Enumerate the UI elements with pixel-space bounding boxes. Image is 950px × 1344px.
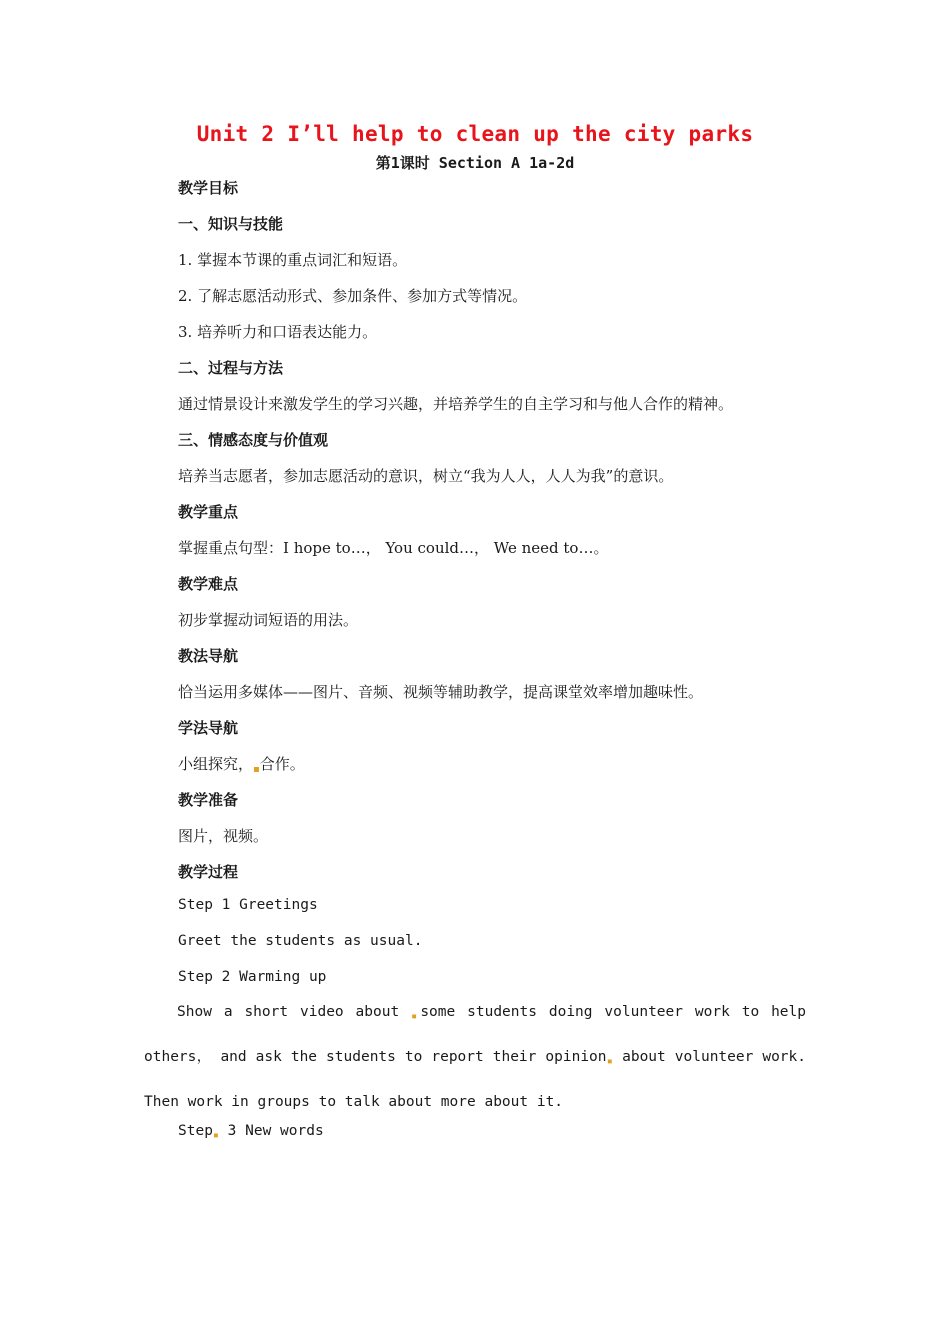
teaching-process-heading: 教学过程: [178, 863, 239, 881]
emotion-text: 培养当志愿者，参加志愿活动的意识，树立“我为人人，人人为我”的意识。: [178, 467, 674, 485]
step-2-paragraph-c: about volunteer work. Then work in groups to talk about more about it.: [144, 1049, 807, 1110]
key-points-text: 掌握重点句型：I hope to…， You could…， We need to…。: [178, 539, 609, 557]
document-subtitle: 第1课时 Section A 1a-2d: [375, 154, 575, 172]
step-2-paragraph-b: some students doing volunteer work to help others， and ask the students to report their opinion: [144, 1004, 806, 1065]
step-1-text: Greet the students as usual.: [178, 933, 423, 949]
teaching-method-text: 恰当运用多媒体——图片、音频、视频等辅助教学，提高课堂效率增加趣味性。: [178, 683, 704, 701]
study-method-text-b: 合作。: [259, 755, 305, 773]
edit-mark-icon: ▪: [253, 764, 260, 775]
step-3-heading: [178, 1123, 324, 1141]
emotion-heading: 三、情感态度与价值观: [178, 431, 329, 449]
step-2-paragraph-a: Show a short video about: [177, 1004, 412, 1020]
knowledge-heading: 一、知识与技能: [178, 215, 284, 233]
study-method-heading: 学法导航: [178, 719, 239, 737]
edit-mark-icon: ▪: [212, 1130, 219, 1141]
study-method-text: [178, 753, 305, 775]
knowledge-item-3: 3. 培养听力和口语表达能力。: [178, 323, 378, 341]
key-points-heading: 教学重点: [178, 503, 239, 521]
knowledge-item-2: 2. 了解志愿活动形式、参加条件、参加方式等情况。: [178, 287, 528, 305]
step-3-heading-b: 3 New words: [218, 1123, 324, 1139]
knowledge-item-1: 1. 掌握本节课的重点词汇和短语。: [178, 251, 408, 269]
difficult-points-text: 初步掌握动词短语的用法。: [178, 611, 359, 629]
study-method-text-a: 小组探究，: [178, 755, 254, 773]
edit-mark-icon: ▪: [411, 1011, 421, 1022]
preparation-heading: 教学准备: [178, 791, 239, 809]
preparation-text: 图片，视频。: [178, 827, 269, 845]
objectives-heading: 教学目标: [178, 179, 239, 197]
step-2-heading: Step 2 Warming up: [178, 969, 327, 985]
step-2-paragraph: [144, 992, 806, 1123]
process-text: 通过情景设计来激发学生的学习兴趣，并培养学生的自主学习和与他人合作的精神。: [178, 395, 734, 413]
step-1-heading: Step 1 Greetings: [178, 897, 318, 913]
edit-mark-icon: ▪: [606, 1056, 614, 1067]
step-3-heading-a: Step: [178, 1123, 213, 1139]
teaching-method-heading: 教法导航: [178, 647, 239, 665]
document-title: Unit 2 I’ll help to clean up the city parks: [196, 122, 754, 146]
difficult-points-heading: 教学难点: [178, 575, 239, 593]
process-heading: 二、过程与方法: [178, 359, 284, 377]
